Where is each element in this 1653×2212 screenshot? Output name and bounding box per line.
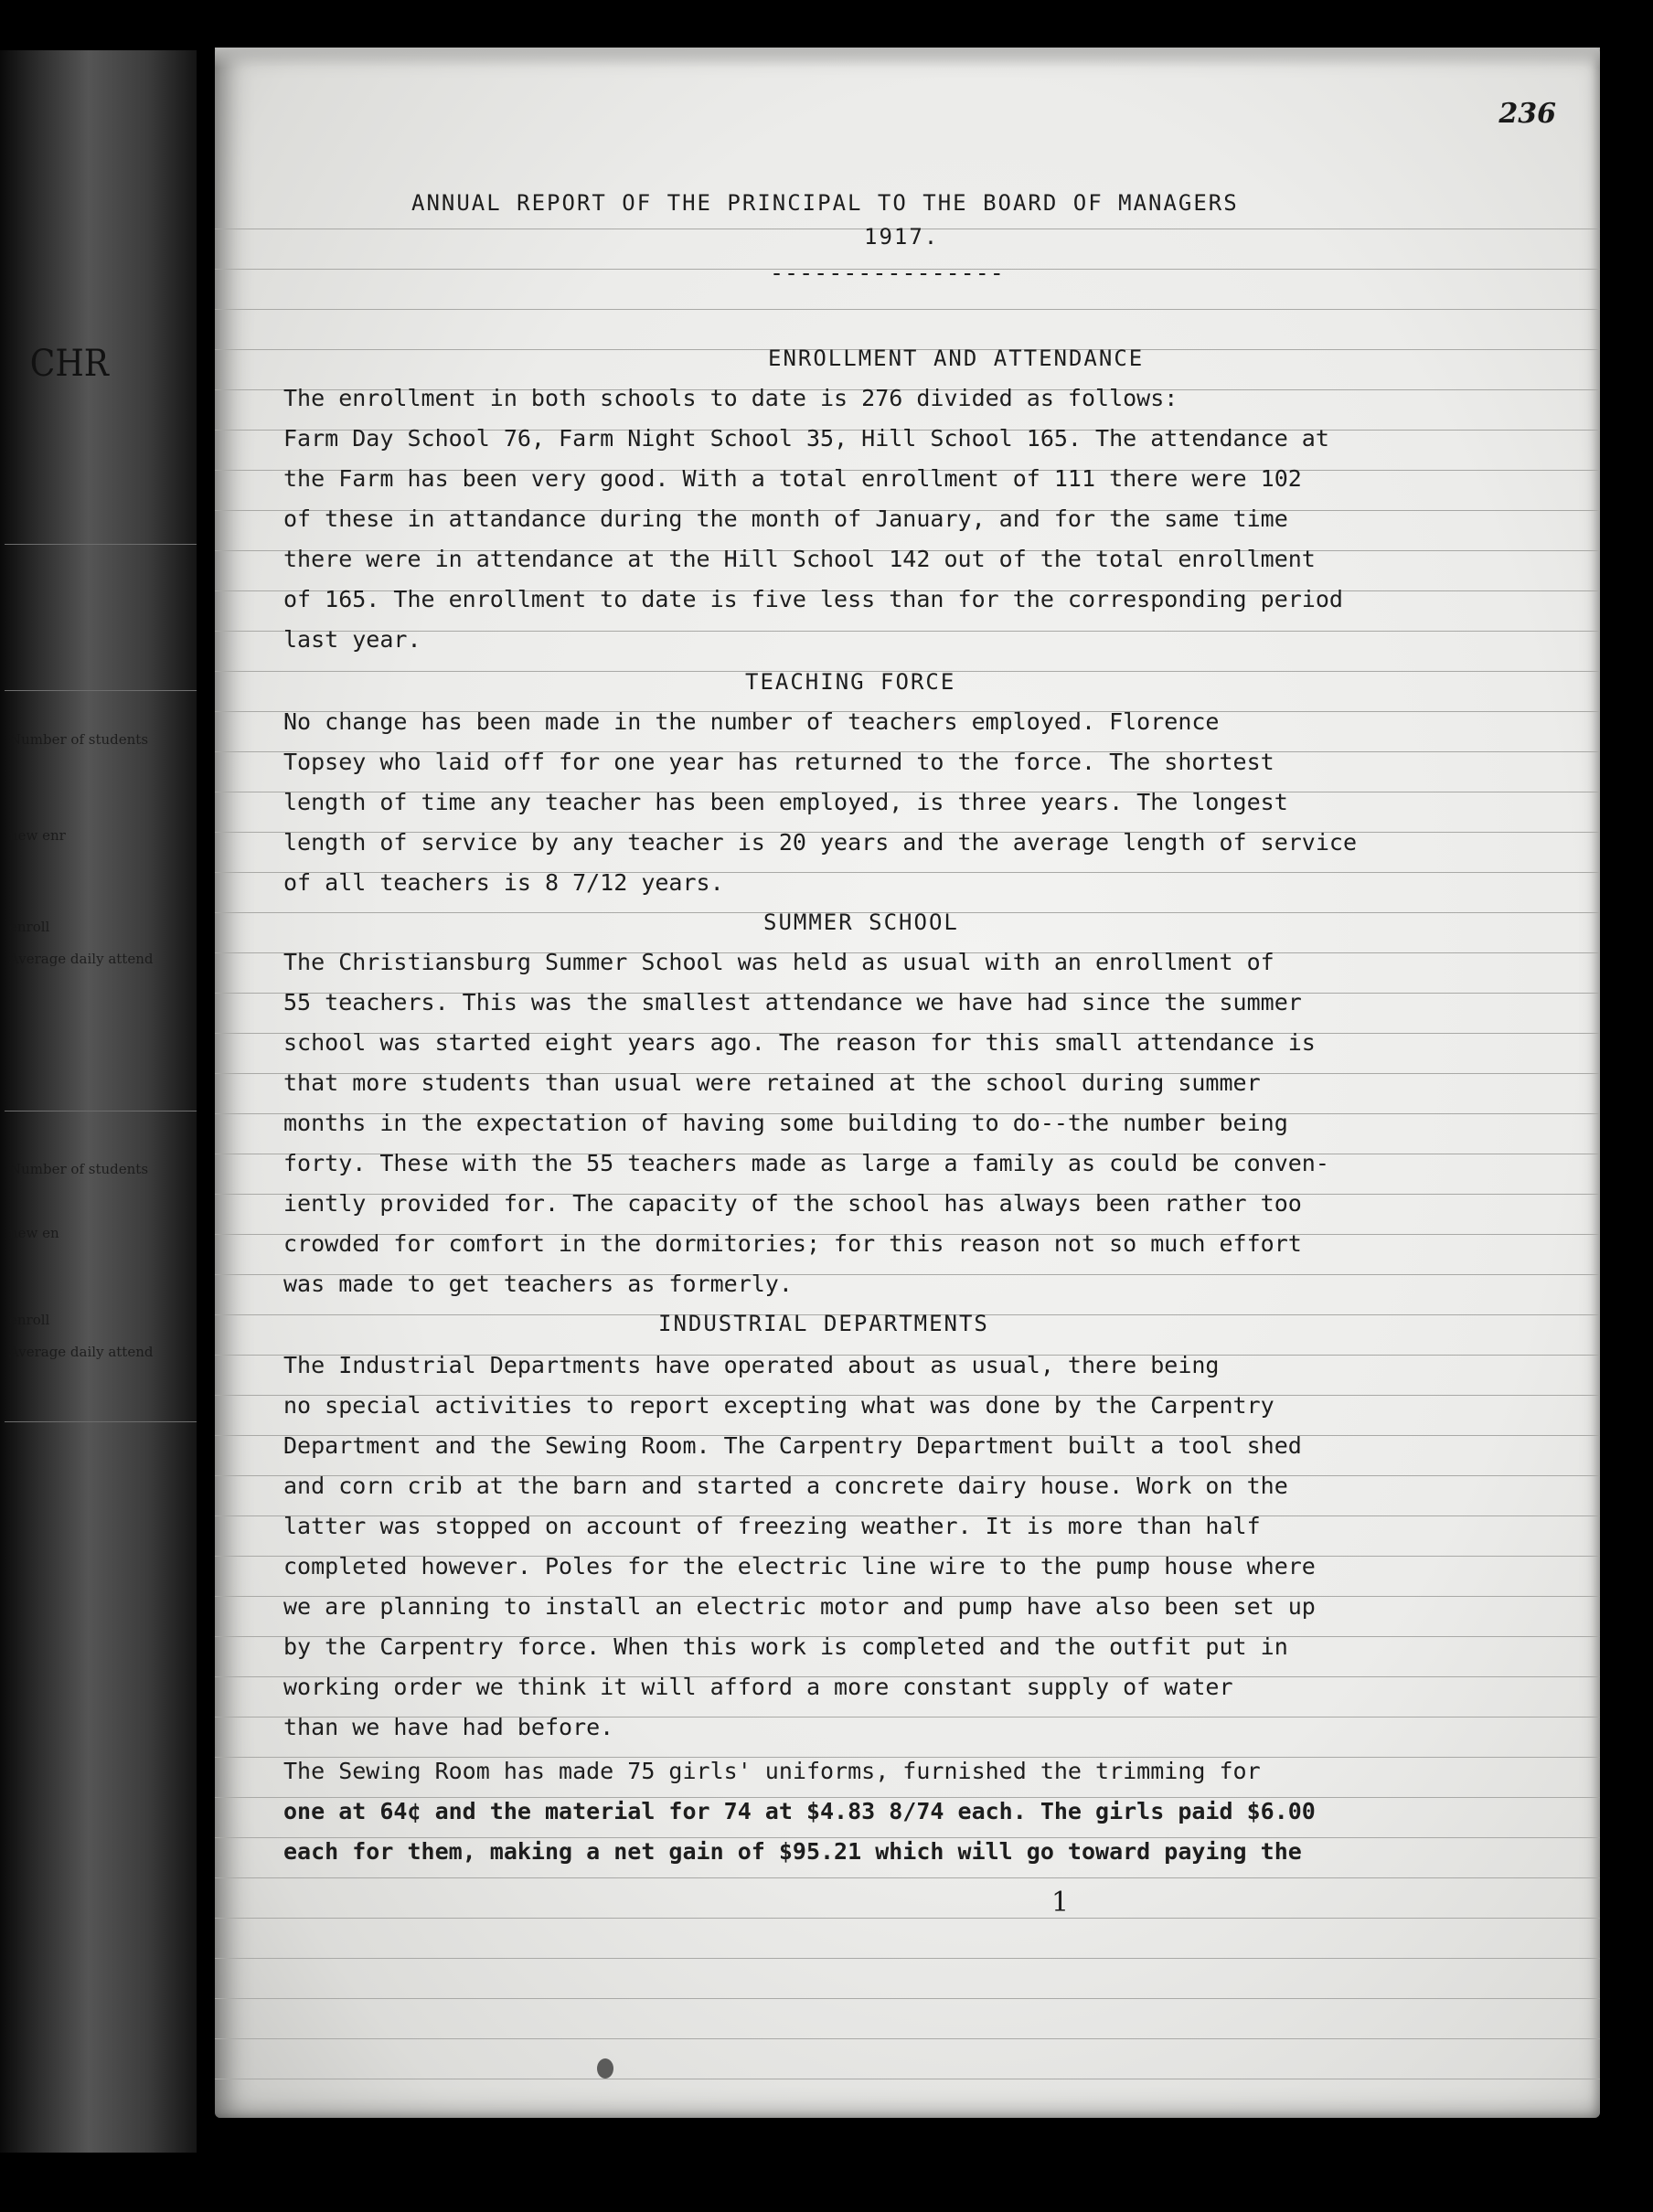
text-line: The Sewing Room has made 75 girls' uniforms, furnished the trimming for	[283, 1758, 1261, 1784]
text-line: Topsey who laid off for one year has returned to the force. The shortest	[283, 749, 1274, 775]
adjacent-page-label: enroll	[9, 919, 50, 935]
report-year: 1917.	[864, 224, 940, 250]
title-underline: ----------------	[770, 260, 1005, 286]
text-line: working order we think it will afford a more constant supply of water	[283, 1674, 1233, 1700]
text-line: The Christiansburg Summer School was held as usual with an enrollment of	[283, 949, 1274, 975]
text-line: no special activities to report excepting what was done by the Carpentry	[283, 1392, 1274, 1419]
text-line: crowded for comfort in the dormitories; for this reason not so much effort	[283, 1230, 1302, 1257]
text-line: No change has been made in the number of teachers employed. Florence	[283, 708, 1220, 735]
text-line: school was started eight years ago. The reason for this small attendance is	[283, 1029, 1316, 1056]
ruled-line	[215, 309, 1600, 310]
text-line: length of time any teacher has been employed, is three years. The longest	[283, 789, 1288, 815]
text-line: The enrollment in both schools to date is 276 divided as follows:	[283, 385, 1178, 411]
ruled-line	[215, 631, 1600, 632]
adjacent-page-label: new en	[9, 1225, 59, 1241]
text-line: Farm Day School 76, Farm Night School 35, Hill School 165. The attendance at	[283, 425, 1329, 452]
section-heading-teaching-force: TEACHING FORCE	[745, 669, 956, 695]
ruled-line	[215, 1958, 1600, 1959]
text-line: than we have had before.	[283, 1714, 614, 1740]
section-heading-industrial: INDUSTRIAL DEPARTMENTS	[658, 1311, 989, 1336]
page-top-edge	[215, 48, 1600, 68]
text-line: 55 teachers. This was the smallest attendance we have had since the summer	[283, 989, 1302, 1016]
text-line: latter was stopped on account of freezing weather. It is more than half	[283, 1513, 1261, 1539]
adjacent-page-edge	[0, 50, 197, 2153]
adjacent-page-heading-fragment: CHR	[29, 343, 109, 385]
text-line: completed however. Poles for the electric line wire to the pump house where	[283, 1553, 1316, 1579]
text-line: each for them, making a net gain of $95.21 which will go toward paying the	[283, 1838, 1302, 1865]
text-line: we are planning to install an electric motor and pump have also been set up	[283, 1593, 1316, 1620]
text-line: months in the expectation of having some building to do--the number being	[283, 1110, 1288, 1136]
text-line: Department and the Sewing Room. The Carpentry Department built a tool shed	[283, 1432, 1302, 1459]
adjacent-page-label: enroll	[9, 1312, 50, 1328]
text-line: last year.	[283, 626, 421, 653]
text-line: iently provided for. The capacity of the school has always been rather too	[283, 1190, 1302, 1217]
text-line: length of service by any teacher is 20 years and the average length of service	[283, 829, 1357, 856]
report-title: ANNUAL REPORT OF THE PRINCIPAL TO THE BOARD OF MANAGERS	[411, 190, 1239, 216]
text-line: one at 64¢ and the material for 74 at $4.83 8/74 each. The girls paid $6.00	[283, 1798, 1316, 1824]
adjacent-page-label: Number of students	[9, 1161, 149, 1177]
ink-blot	[597, 2058, 613, 2079]
text-line: forty. These with the 55 teachers made as large a family as could be conven-	[283, 1150, 1329, 1176]
adjacent-page-label: new enr	[9, 827, 66, 844]
text-line: The Industrial Departments have operated about as usual, there being	[283, 1352, 1220, 1378]
adjacent-ruled-line	[5, 690, 197, 691]
adjacent-ruled-line	[5, 544, 197, 545]
adjacent-page-label: Number of students	[9, 731, 149, 748]
ruled-line	[215, 1877, 1600, 1878]
text-line: was made to get teachers as formerly.	[283, 1271, 793, 1297]
ruled-line	[215, 1918, 1600, 1919]
text-line: the Farm has been very good. With a total enrollment of 111 there were 102	[283, 465, 1302, 492]
adjacent-page-label: Average daily attend	[9, 1344, 154, 1360]
text-line: there were in attendance at the Hill School 142 out of the total enrollment	[283, 546, 1316, 572]
margin-annotation: 1	[1051, 1887, 1070, 1919]
text-line: and corn crib at the barn and started a concrete dairy house. Work on the	[283, 1473, 1288, 1499]
text-line: that more students than usual were retained at the school during summer	[283, 1069, 1261, 1096]
text-line: of these in attandance during the month of January, and for the same time	[283, 505, 1288, 532]
section-heading-enrollment: ENROLLMENT AND ATTENDANCE	[768, 346, 1145, 371]
ruled-line	[215, 1998, 1600, 1999]
adjacent-ruled-line	[5, 1421, 197, 1422]
adjacent-page-label: Average daily attend	[9, 951, 154, 967]
text-line: of 165. The enrollment to date is five less than for the corresponding period	[283, 586, 1343, 612]
section-heading-summer-school: SUMMER SCHOOL	[763, 909, 959, 935]
text-line: of all teachers is 8 7/12 years.	[283, 869, 724, 896]
ledger-page	[215, 48, 1600, 2118]
text-line: by the Carpentry force. When this work is completed and the outfit put in	[283, 1633, 1288, 1660]
ruled-line	[215, 2038, 1600, 2039]
page-number: 236	[1498, 98, 1556, 130]
